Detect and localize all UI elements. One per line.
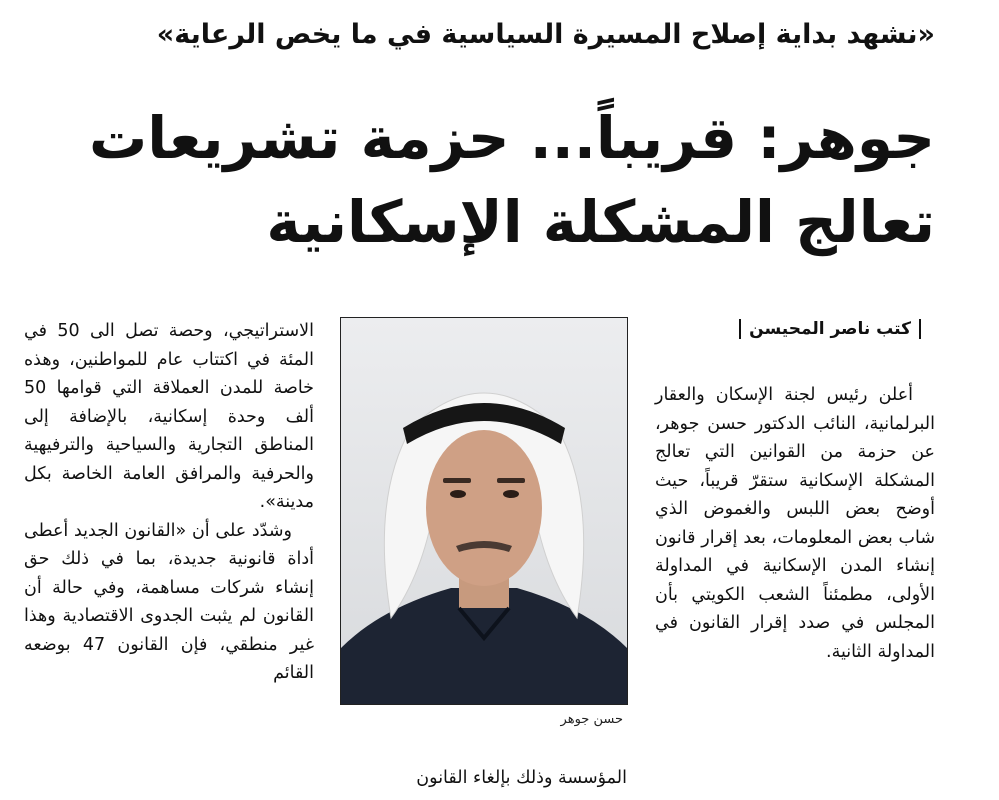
byline-author: كتب ناصر المحيسن [749,319,911,339]
article-column-left [24,317,314,688]
headline-line-1: جوهر: قريباً... حزمة تشريعات [88,104,935,172]
byline [649,316,929,342]
kicker-quote: «نشهد بداية إصلاح المسيرة السياسية في ما يخص الرعاية» [156,19,935,50]
byline-bar-right [919,319,921,339]
portrait-illustration [341,318,627,704]
headline [45,96,935,264]
article-paragraph: أعلن رئيس لجنة الإسكان والعقار البرلمانية، النائب الدكتور حسن جوهر، عن حزمة من القوانين التي تعالج المشكلة الإسكانية ستقرّ قريباً، حيث أوضح بعض اللبس والغموض الذي شاب بعض المعلومات، بعد إقرار قانون إنشاء المدن الإسكانية في المداولة الأولى، مطمئناً الشعب الكويتي بأن المجلس في صدد إقرار القانون في المداولة الثانية. [655,385,935,662]
article-paragraph: وشدّد على أن «القانون الجديد أعطى أداة قانونية جديدة، بما في ذلك حق إنشاء شركات مساهمة، وفي حالة أن القانون لم يثبت الجدوى الاقتصادية وهذا غير منطقي، فإن القانون 47 بوضعه القائم [24,520,314,683]
byline-bar-left [739,319,741,339]
article-column-middle-bottom: المؤسسة وذلك بإلغاء القانون [416,768,627,788]
article-paragraph: الاستراتيجي، وحصة تصل الى 50 في المئة في اكتتاب عام للمواطنين، وهذه خاصة للمدن العملاقة التي قوامها 50 ألف وحدة إسكانية، بالإضافة إلى المناطق التجارية والسياحية والترفيهية والحرفية والمرافق العامة الخاصة بكل مدينة». [24,321,314,512]
headline-line-2: تعالج المشكلة الإسكانية [266,188,935,256]
author-photo [340,317,628,705]
article-column-right [655,381,935,666]
photo-caption: حسن جوهر [560,712,623,727]
